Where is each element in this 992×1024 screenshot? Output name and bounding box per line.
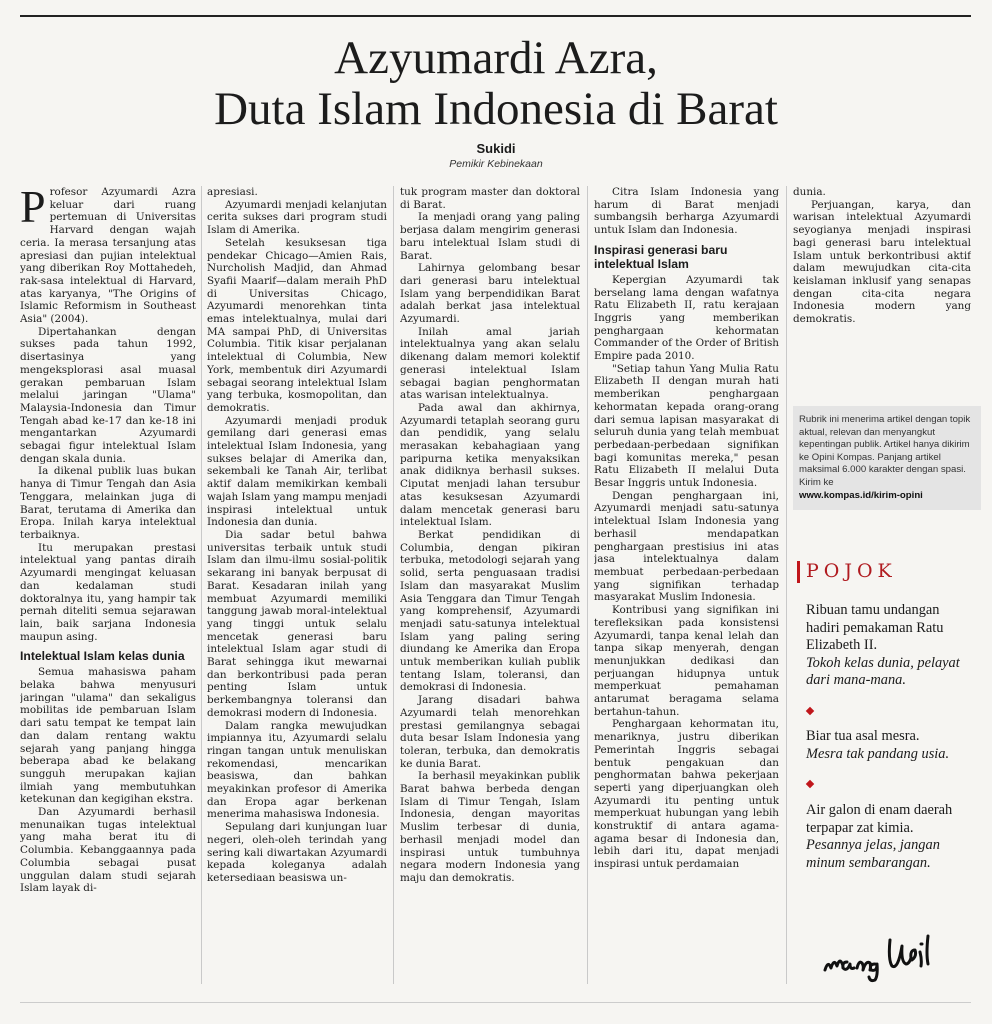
subheading-inspirasi: Inspirasi generasi baru intelektual Islam [594,242,728,271]
paragraph: Dalam rangka mewujudkan impiannya itu, Azyumardi selalu ringan tangan untuk menuliskan rekomendasi, mencarikan beasiswa, dan bahkan meyakinkan profesor di Amerika dan Eropa agar berkenan menerima mahasiswa Indonesia. [207,719,387,821]
pojok-item [806,602,974,690]
paragraph: Sepulang dari kunjungan luar negeri, oleh-oleh terindah yang sering kali diwartakan Azyumardi kepada koleganya adalah ketersediaan beasiswa un- [207,821,387,884]
pojok-item-response: Mesra tak pandang usia. [806,745,950,762]
paragraph: dunia. [793,186,826,198]
rubrik-text: Rubrik ini menerima artikel dengan topik aktual, relevan dan menyangkut kepentingan publik. Artikel hanya dikirim ke Opini Kompas. Panjang artikel maksimal 6.000 karakter dengan spasi. Kirim ke [799,414,971,488]
article-column-2 [207,186,387,982]
paragraph: Pada awal dan akhirnya, Azyumardi tetaplah seorang guru dan pendidik, yang selalu merasakan kebahagiaan yang paripurna ketika menyaksikan anak didiknya berhasil sukses. Ciputat menjadi lahan tersubur atas kesuksesan Azyumardi dalam mencetak generasi baru intelektual Islam. [400,401,580,529]
paragraph: Azyumardi menjadi kelanjutan cerita sukses dari program studi Islam di Amerika. [207,198,387,237]
pojok-item-text: Ribuan tamu undangan hadiri pemakaman Ratu Elizabeth II. [806,602,944,653]
diamond-separator-icon [806,780,814,788]
paragraph: Itu merupakan prestasi intelektual yang pantas diraih Azyumardi mengingat keluasan dan kedalaman studi doktoralnya itu, yang hampir tak pernah diteliti semua sejarawan lain, baik sarjana Indonesia maupun asing. [20,541,196,643]
pojok-item-text: Air galon di enam daerah terpapar zat kimia. [806,802,953,836]
paragraph: tuk program master dan doktoral di Barat. [400,186,580,211]
rubrik-info-box [793,406,981,510]
paragraph: Perjuangan, karya, dan warisan intelektual Azyumardi seyogianya menjadi inspirasi bagi generasi baru intelektual Islam untuk berkontribusi aktif dalam mewujudkan cita-cita keislaman inklusif yang senapas dengan cita-cita negara Indonesia modern yang demokratis. [793,198,971,326]
pojok-item-response: Tokoh kelas dunia, pelayat dari mana-mana. [806,654,960,688]
column-divider [587,186,588,984]
paragraph: Azyumardi menjadi produk gemilang dari generasi emas intelektual Islam Indonesia, yang sukses belajar di Amerika dan, sekembali ke Tanah Air, terlibat aktif dalam memikirkan kembali wajah Islam yang mampu menjadi inspirasi intelektual untuk Indonesia dan dunia. [207,414,387,529]
mang-usil-signature-icon [820,930,950,985]
submission-link[interactable]: www.kompas.id/kirim-opini [799,489,923,501]
paragraph: Ia dikenal publik luas bukan hanya di Timur Tengah dan Asia Tenggara, melainkan juga di Barat, terutama di Amerika dan Eropa. Inilah karya intelektual terbaiknya. [20,465,196,541]
column-divider [786,186,787,984]
bottom-rule [20,1002,971,1003]
paragraph: "Setiap tahun Yang Mulia Ratu Elizabeth II dengan murah hati memberikan penghargaan kehormatan kepada orang-orang dari semua lapisan masyarakat di seluruh dunia yang telah membuat perbedaan-perbedaan signifikan bagi komunitas mereka," pesan Ratu Elizabeth II melalui Duta Besar Inggris untuk Indonesia. [594,362,779,490]
article-column-1 [20,186,196,982]
paragraph: Dipertahankan dengan sukses pada tahun 1992, disertasinya yang mengeksplorasi asal muasal gerakan pembaruan Islam melalui jaringan "Ulama" Malaysia-Indonesia dan Timur Tengah abad ke-17 dan ke-18 ini mengantarkan Azyumardi sebagai figur intelektual Islam dengan skala dunia. [20,325,196,465]
paragraph: Dia sadar betul bahwa universitas terbaik untuk studi Islam dan ilmu-ilmu sosial-politik sekarang ini banyak berpusat di Barat. Kesadaran inilah yang membuat Azyumardi memiliki tanggung jawab moral-intelektual yang tinggi untuk selalu mencetak generasi baru intelektual Islam agar studi di Barat sehingga ikut mewarnai dan berkontribusi pada peran penting Islam untuk berkembangnya toleransi dan demokrasi modern di Indonesia. [207,528,387,719]
diamond-separator-icon [806,707,814,715]
title-line-1: Azyumardi Azra, [334,32,658,84]
column-divider [201,186,202,984]
paragraph: Kontribusi yang signifikan ini terefleksikan pada konsistensi Azyumardi, tanpa kenal lelah dan tanpa sikap menyerah, dengan menunjukkan dedikasi dan perjuangan hidupnya untuk memperkuat pemahaman antarumat beragama selama bertahun-tahun. [594,604,779,718]
pojok-accent-bar [797,561,800,583]
paragraph: Lahirnya gelombang besar dari generasi baru intelektual Islam yang berpendidikan Barat adalah berkat jasa intelektual Azyumardi. [400,262,580,326]
title-line-2: Duta Islam Indonesia di Barat [214,83,778,135]
subheading-intelektual-islam: Intelektual Islam kelas dunia [20,649,185,664]
paragraph: Kepergian Azyumardi tak berselang lama dengan wafatnya Ratu Elizabeth II, ratu kerajaan Inggris yang memberikan penghargaan kehormatan Commander of the Order of British Empire pada 2010. [594,273,779,363]
paragraph: Berkat pendidikan di Columbia, dengan pikiran terbuka, metodologi sejarah yang solid, serta penguasaan tradisi Islam dan masyarakat Muslim Asia Tenggara dan Timur Tengah yang komprehensif, Azyumardi menjadi satu-satunya intelektual Islam yang paling sering diundang ke Amerika dan Eropa untuk memberikan kuliah publik tentang Islam, toleransi, dan demokrasi di Indonesia. [400,528,580,694]
paragraph: Ia berhasil meyakinkan publik Barat bahwa berbeda dengan Islam di Timur Tengah, Islam Indonesia, dengan mayoritas Muslim terbesar di dunia, berhasil menjadi model dan inspirasi untuk tumbuhnya negara modern Indonesia yang maju dan demokratis. [400,770,580,884]
paragraph: Semua mahasiswa paham belaka bahwa menyusuri jaringan "ulama" dan sekaligus mobilitas ide pembaruan Islam dari satu tempat ke tempat lain dan dalam rentang waktu sejarah yang panjang hingga beberapa abad ke belakang sungguh merupakan kajian ilmiah yang membutuhkan ketekunan dan kegigihan ekstra. [20,666,196,806]
paragraph: Dengan penghargaan ini, Azyumardi menjadi satu-satunya intelektual Islam Indonesia yang berhasil mendapatkan penghargaan prestisius ini atas jasa intelektualnya dalam membuat perbedaan-perbedaan yang signifikan terhadap masyarakat Muslim Indonesia. [594,489,779,604]
paragraph: Profesor Azyumardi Azra keluar dari ruang pertemuan di Universitas Harvard dengan wajah ceria. Ia merasa tersanjung atas apresiasi dan pujian intelektual yang diberikan Roy Mottahedeh, rak-sasa intelektual di Harvard, atas karyanya, "The Origins of Islamic Reformism in Southeast Asia" (2004). [20,186,196,326]
paragraph: Citra Islam Indonesia yang harum di Barat menjadi sumbangsih berharga Azyumardi untuk Islam dan Indonesia. [594,186,779,237]
drop-cap: P [20,186,46,232]
pojok-item-text: Biar tua asal mesra. [806,728,920,744]
pojok-item [806,728,974,763]
article-column-4 [594,186,779,982]
paragraph: Dan Azyumardi berhasil menunaikan tugas intelektual yang maha berat itu di Columbia. Kebanggaannya pada Columbia sebagai pusat unggulan dalam studi sejarah Islam layak di- [20,806,196,895]
author-name: Sukidi [476,141,516,156]
paragraph: Jarang disadari bahwa Azyumardi telah menorehkan prestasi gemilangnya sebagai duta besar Islam Indonesia yang toleran, terbuka, dan demokratis ke dunia Barat. [400,694,580,770]
paragraph: Inilah amal jariah intelektualnya yang akan selalu dikenang dalam memori kolektif generasi intelektual Islam sebagai bagian penghormatan atas warisan intelektualnya. [400,325,580,402]
top-rule [20,15,971,17]
pojok-title: POJOK [806,560,897,582]
author-role: Pemikir Kebinekaan [449,158,543,170]
pojok-item [806,802,974,872]
article-column-5 [793,186,971,386]
article-column-3 [400,186,580,982]
paragraph: Ia menjadi orang yang paling berjasa dalam mengirim generasi baru intelektual Islam studi di Barat. [400,211,580,262]
paragraph: Setelah kesuksesan tiga pendekar Chicago—Amien Rais, Nurcholish Madjid, dan Ahmad Syafii Maarif—dalam meraih PhD di Universitas Chicago, Azyumardi menorehkan tinta emas intelektualnya, mulai dari MA sampai PhD, di Universitas Columbia. Titik kisar perjalanan intelektual di Columbia, New York, membentuk diri Azyumardi sebagai seorang intelektual Islam yang terbuka, kosmopolitan, dan demokratis. [207,236,387,414]
pojok-item-response: Pesannya jelas, jangan minum sembarangan. [806,837,940,871]
paragraph: Penghargaan kehormatan itu, menariknya, justru diberikan Pemerintah Inggris sebagai bentuk pengakuan dan penghormatan bahwa pekerjaan seperti yang diperjuangkan oleh Azyumardi itu penting untuk memperkuat hubungan yang lebih konstruktif di antara agama-agama besar di Indonesia dan, lebih dari itu, dapat menjadi inspirasi untuk perdamaian [594,718,779,871]
column-divider [393,186,394,984]
paragraph: apresiasi. [207,186,258,198]
article-title [0,33,992,135]
